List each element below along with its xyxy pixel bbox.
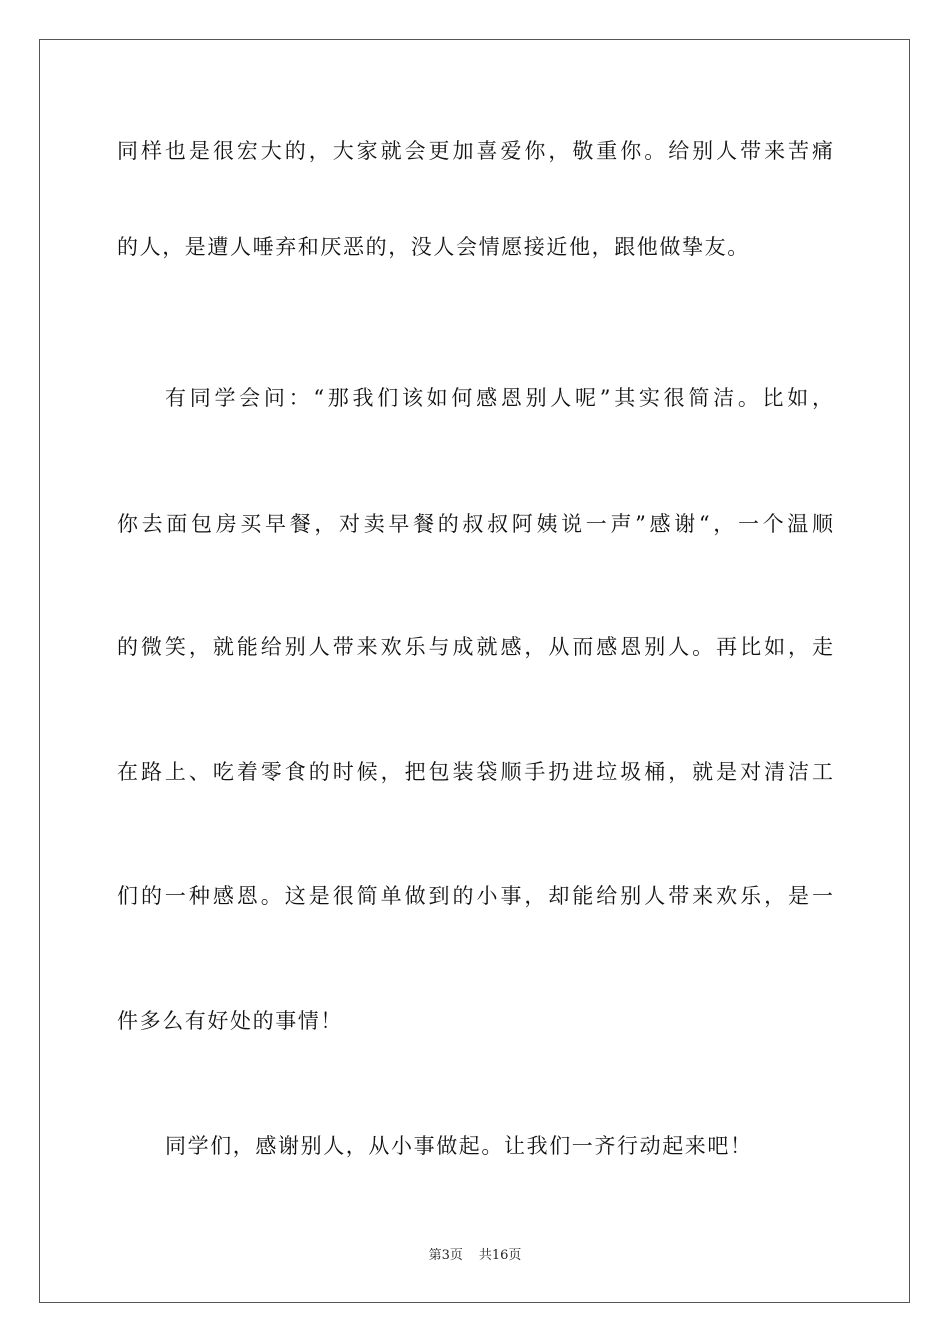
page-footer — [0, 1247, 950, 1265]
paragraph-line: 你去面包房买早餐，对卖早餐的叔叔阿姨说一声”感谢“，一个温顺 — [117, 512, 833, 536]
paragraph-line: 有同学会问：“那我们该如何感恩别人呢”其实很简洁。比如， — [165, 386, 833, 410]
page-total: 共16页 — [478, 1248, 522, 1263]
paragraph-line: 同样也是很宏大的，大家就会更加喜爱你，敬重你。给别人带来苦痛 — [117, 139, 833, 163]
paragraph-line: 的微笑，就能给别人带来欢乐与成就感，从而感恩别人。再比如，走 — [117, 635, 833, 659]
paragraph-line: 们的一种感恩。这是很简单做到的小事，却能给别人带来欢乐，是一 — [117, 884, 833, 908]
paragraph-line: 的人，是遭人唾弃和厌恶的，没人会情愿接近他，跟他做挚友。 — [117, 235, 750, 259]
paragraph-line: 同学们，感谢别人，从小事做起。让我们一齐行动起来吧！ — [165, 1134, 753, 1158]
paragraph-line: 在路上、吃着零食的时候，把包装袋顺手扔进垃圾桶，就是对清洁工 — [117, 760, 833, 784]
paragraph-line: 件多么有好处的事情！ — [117, 1009, 343, 1033]
page-border — [39, 39, 910, 1303]
page-number: 第3页 — [428, 1248, 463, 1263]
